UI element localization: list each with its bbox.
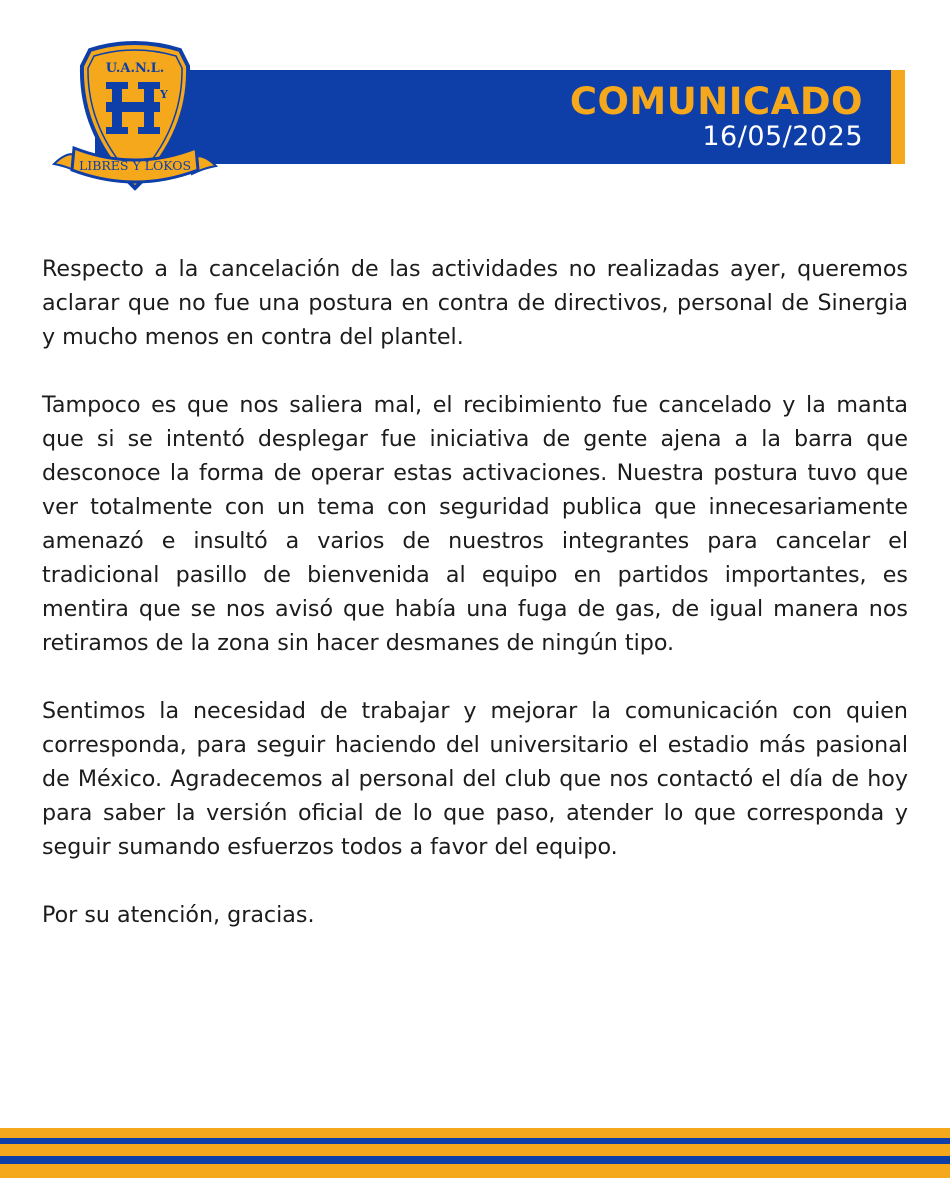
- footer-stripe-gold: [0, 1128, 950, 1138]
- footer-stripe-gold: [0, 1164, 950, 1178]
- date-label: 16/05/2025: [702, 121, 863, 152]
- paragraph-3: Sentimos la necesidad de trabajar y mejorar la comunicación con quien corresponda, para seguir haciendo del universitario el estadio más pasional de México. Agradecemos al personal del club que nos contactó el día de hoy para saber la versión oficial de lo que paso, atender lo que corresponda y seguir sumando esfuerzos todos a favor del equipo.: [42, 698, 908, 860]
- club-crest-logo: [50, 40, 220, 196]
- footer-stripe-gold: [0, 1144, 950, 1156]
- crest-monogram-letter: Y: [160, 88, 168, 101]
- statement-body: [42, 252, 908, 966]
- paragraph-1: Respecto a la cancelación de las actividades no realizadas ayer, queremos aclarar que no fue una postura en contra de directivos, personal de Sinergia y mucho menos en contra del plantel.: [42, 256, 908, 350]
- footer-stripe-blue: [0, 1156, 950, 1164]
- crest-top-text: U.A.N.L.: [105, 61, 165, 76]
- crest-banner-text: LIBRES Y LOKOS: [78, 158, 192, 173]
- page-title: COMUNICADO: [569, 80, 863, 123]
- header-accent-strip: [891, 70, 905, 164]
- paragraph-4: Por su atención, gracias.: [42, 902, 315, 928]
- paragraph-2: Tampoco es que nos saliera mal, el recibimiento fue cancelado y la manta que si se intentó desplegar fue iniciativa de gente ajena a la barra que desconoce la forma de operar estas activaciones. Nuestra postura tuvo que ver totalmente con un tema con seguridad publica que innecesariamente amenazó e insultó a varios de nuestros integrantes para cancelar el tradicional pasillo de bienvenida al equipo en partidos importantes, es mentira que se nos avisó que había una fuga de gas, de igual manera nos retiramos de la zona sin hacer desmanes de ningún tipo.: [42, 392, 908, 656]
